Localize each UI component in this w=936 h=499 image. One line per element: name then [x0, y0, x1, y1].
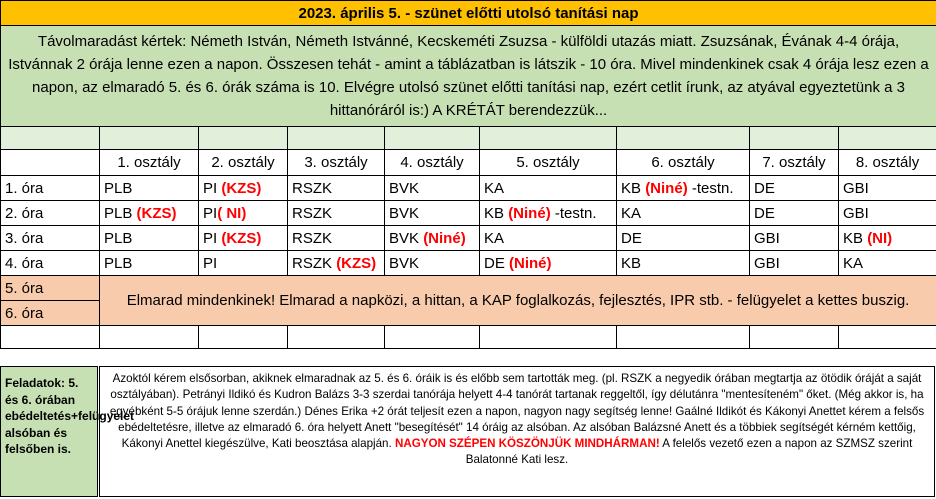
cancelled-row: [1, 276, 936, 301]
subject-code: GBI: [843, 179, 869, 197]
subject-note: -testn.: [687, 179, 734, 197]
subject-code: KB: [621, 179, 646, 197]
lesson-cell[interactable]: [100, 251, 199, 276]
subject-code: GBI: [754, 229, 780, 247]
cell[interactable]: [385, 326, 480, 349]
cell[interactable]: [1, 127, 100, 150]
lesson-row: [1, 251, 936, 276]
lesson-cell[interactable]: [480, 176, 617, 201]
subject-code: PI: [203, 179, 222, 197]
lesson-label[interactable]: 4. óra: [1, 251, 100, 276]
class-header[interactable]: 7. osztály: [750, 150, 839, 176]
cell[interactable]: [839, 127, 936, 150]
lesson-cell[interactable]: [480, 226, 617, 251]
lesson-cell[interactable]: [385, 176, 480, 201]
lesson-row: [1, 226, 936, 251]
lesson-cell[interactable]: [288, 176, 385, 201]
subject-code: RSZK: [292, 204, 333, 222]
lesson-cell[interactable]: [100, 201, 199, 226]
substitute-teacher: ( NI): [217, 204, 247, 222]
tasks-text: Azoktól kérem elsősorban, akiknek elmaradnak az 5. és 6. óráik is és előbb sem tartották meg. (pl. RSZK a negyedik órában megtartja az ötödik óráját a saját osztályában). Petrányi Ildikó és Kudron Balázs 3-3 szerdai tanórája helyett 4-4 tanórát tartanak reggeltől, így délutánra "mentesíteném" őket. (Még akkor is, ha egyébként 5-5 órájuk lenne szerdán.) Dénes Erika +2 órát teljesít ezen a napon, nagyon nagy segítség lenne! Gaálné Ildikót és Kákonyi Anettet kérem a felsős ebédeltetésre, illetve az elmaradó 6. óra helyett Anett "besegítését" 14 óráig az alsóban. Az alsóban Balázsné Anett és a többiek segítségét kérném kettőig, Kákonyi Anettel kiegészülve, Kati beosztása alapján.: [109, 372, 925, 451]
substitute-teacher: (KZS): [221, 229, 262, 247]
cell[interactable]: [480, 127, 617, 150]
class-header[interactable]: 1. osztály: [100, 150, 199, 176]
subject-code: KA: [484, 229, 505, 247]
subject-code: GBI: [754, 254, 780, 272]
subject-code: RSZK: [292, 254, 337, 272]
lesson-cell[interactable]: [750, 251, 839, 276]
subject-code: BVK: [389, 254, 420, 272]
subject-code: KB: [843, 229, 868, 247]
empty-row: [1, 326, 936, 349]
corner-cell[interactable]: [1, 150, 100, 176]
lesson-cell[interactable]: [617, 226, 750, 251]
lesson-label[interactable]: 3. óra: [1, 226, 100, 251]
subject-note: -testn.: [550, 204, 597, 222]
lesson-cell[interactable]: [385, 201, 480, 226]
subject-code: DE: [754, 179, 775, 197]
class-header[interactable]: 4. osztály: [385, 150, 480, 176]
tasks-label[interactable]: Feladatok: 5. és 6. órában ebédeltetés+felügyelet alsóban és felsőben is.: [0, 366, 98, 497]
lesson-cell[interactable]: [839, 226, 936, 251]
lesson-cell[interactable]: [288, 226, 385, 251]
class-header[interactable]: 2. osztály: [199, 150, 288, 176]
lesson-cell[interactable]: [617, 201, 750, 226]
substitute-teacher: (Niné): [645, 179, 688, 197]
subject-code: DE: [484, 254, 510, 272]
subject-code: PI: [203, 254, 218, 272]
cell[interactable]: [100, 127, 199, 150]
cell[interactable]: [750, 127, 839, 150]
class-header[interactable]: 3. osztály: [288, 150, 385, 176]
cell[interactable]: [288, 326, 385, 349]
subject-code: GBI: [843, 204, 869, 222]
lesson-label[interactable]: 5. óra: [1, 276, 100, 301]
lesson-cell[interactable]: [288, 201, 385, 226]
substitute-teacher: (Niné): [509, 254, 552, 272]
lesson-cell[interactable]: [617, 176, 750, 201]
substitute-teacher: (NI): [867, 229, 893, 247]
cell[interactable]: [288, 127, 385, 150]
cell[interactable]: [199, 127, 288, 150]
substitute-teacher: (Niné): [423, 229, 466, 247]
cell[interactable]: [480, 326, 617, 349]
subject-code: PLB: [104, 254, 133, 272]
lesson-cell[interactable]: [480, 251, 617, 276]
subject-code: BVK: [389, 179, 420, 197]
cell[interactable]: [839, 326, 936, 349]
lesson-cell[interactable]: [839, 201, 936, 226]
cell[interactable]: [199, 326, 288, 349]
subject-code: KB: [621, 254, 642, 272]
class-header[interactable]: 6. osztály: [617, 150, 750, 176]
cell[interactable]: [100, 326, 199, 349]
cell[interactable]: [750, 326, 839, 349]
cell[interactable]: [617, 127, 750, 150]
lesson-row: [1, 201, 936, 226]
subject-code: KA: [843, 254, 864, 272]
lesson-cell[interactable]: [100, 176, 199, 201]
tasks-text-end: A felelős vezető ezen a napon az SZMSZ szerint Balatonné Kati lesz.: [465, 437, 913, 467]
lesson-cell[interactable]: [385, 226, 480, 251]
lesson-cell[interactable]: [839, 176, 936, 201]
substitute-teacher: (KZS): [136, 204, 177, 222]
lesson-cell[interactable]: [199, 251, 288, 276]
lesson-label[interactable]: 6. óra: [1, 301, 100, 326]
subject-code: PI: [203, 204, 218, 222]
page-title[interactable]: 2023. április 5. - szünet előtti utolsó tanítási nap: [1, 1, 936, 26]
spacer-row: [1, 127, 936, 150]
substitute-teacher: (KZS): [221, 179, 262, 197]
absence-note[interactable]: Távolmaradást kértek: Németh István, Németh Istvánné, Kecskeméti Zsuzsa - külföldi utazás miatt. Zsuzsának, Évának 4-4 órája, Istvánnak 2 órája lenne ezen a napon. Összesen tehát - amint a táblázatban is látszik - 10 óra. Mivel mindenkinek csak 4 órája lesz ezen a napon, az elmaradó 5. és 6. órák száma is 10. Elvégre utolsó szünet előtti tanítási nap, ezért cetlit írunk, az atyával egyeztetünk a 3 hittanóráról is:) A KRÉTÁT berendezzük...: [1, 26, 936, 127]
class-header[interactable]: 8. osztály: [839, 150, 936, 176]
subject-code: PLB: [104, 204, 137, 222]
lesson-row: [1, 176, 936, 201]
subject-code: PLB: [104, 229, 133, 247]
cell[interactable]: [385, 127, 480, 150]
subject-code: RSZK: [292, 229, 333, 247]
subject-code: PLB: [104, 179, 133, 197]
lesson-label[interactable]: 1. óra: [1, 176, 100, 201]
lesson-cell[interactable]: [199, 201, 288, 226]
substitute-teacher: (KZS): [336, 254, 377, 272]
lesson-cell[interactable]: [199, 176, 288, 201]
subject-code: PI: [203, 229, 222, 247]
subject-code: KB: [484, 204, 509, 222]
subject-code: RSZK: [292, 179, 333, 197]
lesson-cell[interactable]: [199, 226, 288, 251]
cancelled-note[interactable]: Elmarad mindenkinek! Elmarad a napközi, a hittan, a KAP foglalkozás, fejlesztés, IPR stb. - felügyelet a kettes buszig.: [100, 276, 936, 326]
tasks-section: [0, 366, 936, 499]
lesson-label[interactable]: 2. óra: [1, 201, 100, 226]
lesson-cell[interactable]: [100, 226, 199, 251]
class-header-row: [1, 150, 936, 176]
subject-code: DE: [621, 229, 642, 247]
lesson-cell[interactable]: [617, 251, 750, 276]
cell[interactable]: [1, 326, 100, 349]
thanks-text: NAGYON SZÉPEN KÖSZÖNJÜK MINDHÁRMAN!: [394, 437, 660, 451]
lesson-cell[interactable]: [480, 201, 617, 226]
lesson-cell[interactable]: [750, 176, 839, 201]
lesson-cell[interactable]: [750, 201, 839, 226]
class-header[interactable]: 5. osztály: [480, 150, 617, 176]
tasks-description[interactable]: [99, 366, 935, 497]
substitute-teacher: (Niné): [508, 204, 551, 222]
subject-code: BVK: [389, 204, 420, 222]
lesson-cell[interactable]: [750, 226, 839, 251]
subject-code: BVK: [389, 229, 424, 247]
cell[interactable]: [617, 326, 750, 349]
subject-code: KA: [621, 204, 642, 222]
subject-code: DE: [754, 204, 775, 222]
subject-code: KA: [484, 179, 505, 197]
lesson-cell[interactable]: [839, 251, 936, 276]
lesson-cell[interactable]: [385, 251, 480, 276]
lesson-cell[interactable]: [288, 251, 385, 276]
